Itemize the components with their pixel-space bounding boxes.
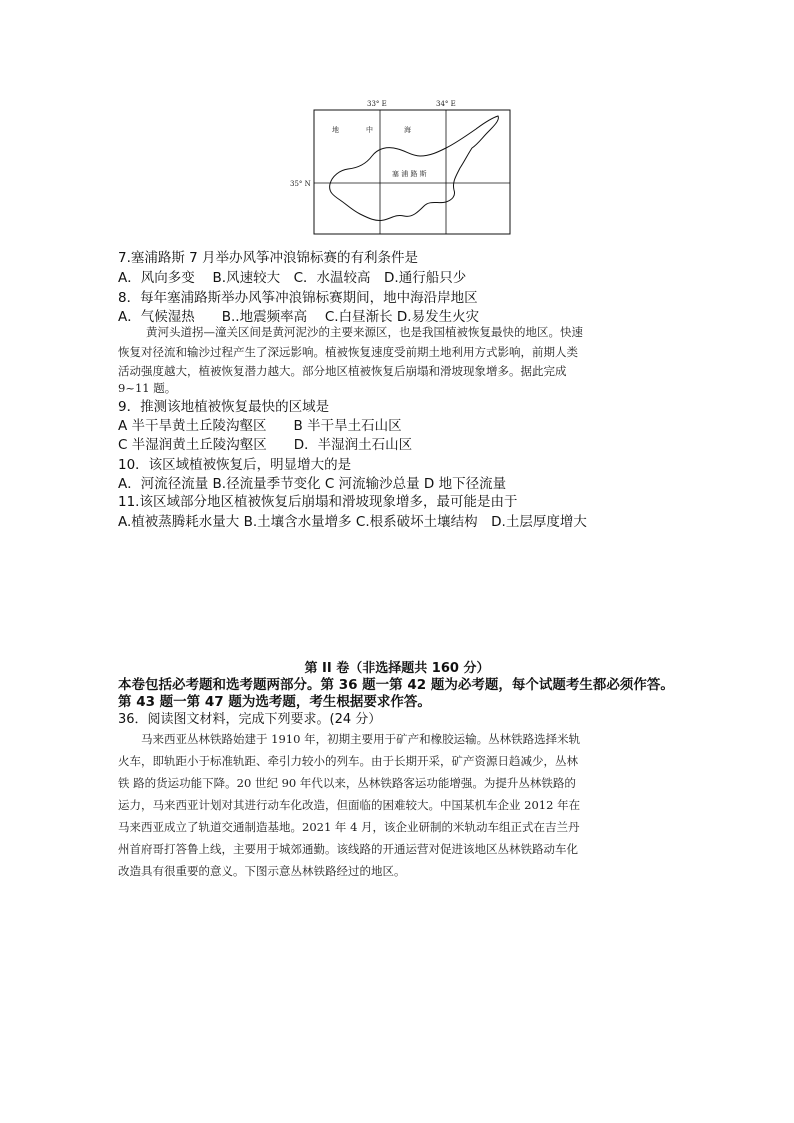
q9-options-cd: C 半湿润黄土丘陵沟壑区 D．半湿润土石山区: [118, 437, 413, 453]
q9-options-ab: A 半干旱黄土丘陵沟壑区 B 半干旱土石山区: [118, 418, 402, 434]
passage1-line-3: 活动强度越大，植被恢复潜力越大。部分地区植被恢复后崩塌和滑坡现象增多。据此完成: [118, 364, 567, 378]
q11-options: A.植被蒸腾耗水量大 B.土壤含水量增多 C.根系破坏土壤结构 D.土层厚度增大: [118, 514, 587, 530]
q36-passage-line-1: 马来西亚丛林铁路始建于 1910 年，初期主要用于矿产和橡胶运输。丛林铁路选择米轨: [118, 732, 581, 746]
passage1-line-1: 黄河头道拐—潼关区间是黄河泥沙的主要来源区，也是我国植被恢复最快的地区。快速: [146, 325, 583, 339]
cyprus-map-drawing: [288, 96, 518, 236]
q36-passage-line-5: 马来西亚成立了轨道交通制造基地。2021 年 4 月，该企业研制的米轨动车组正式在吉兰丹: [118, 820, 580, 834]
q8-stem: 8．每年塞浦路斯举办风筝冲浪锦标赛期间，地中海沿岸地区: [118, 290, 478, 306]
q36-passage-line-6: 州首府哥打答鲁上线，主要用于城郊通勤。该线路的开通运营对促进该地区丛林铁路动车化: [118, 842, 578, 856]
label-33e: 33° E: [367, 100, 387, 108]
passage1-line-4: 9~11 题。: [118, 381, 177, 395]
sea-label-3: 海: [404, 126, 411, 134]
q36-passage-line-3: 铁 路的货运功能下降。20 世纪 90 年代以来，丛林铁路客运功能增强。为提升丛林铁路的: [118, 776, 576, 790]
q11-stem: 11.该区域部分地区植被恢复后崩塌和滑坡现象增多，最可能是由于: [118, 494, 518, 510]
q10-stem: 10．该区域植被恢复后，明显增大的是: [118, 457, 352, 473]
q9-stem: 9．推测该地植被恢复最快的区域是: [118, 399, 330, 415]
passage1-line-2: 恢复对径流和输沙过程产生了深远影响。植被恢复速度受前期土地利用方式影响，前期人类: [118, 345, 578, 359]
section2-instructions-2: 第 43 题一第 47 题为选考题，考生根据要求作答。: [118, 694, 431, 710]
q10-options: A．河流径流量 B.径流量季节变化 C 河流输沙总量 D 地下径流量: [118, 476, 507, 492]
section2-title: 第 II 卷（非选择题共 160 分）: [304, 661, 490, 676]
q36-passage-line-4: 运力，马来西亚计划对其进行动车化改造，但面临的困难较大。中国某机车企业 2012 年在: [118, 798, 581, 812]
island-label: 塞 浦 路 斯: [392, 170, 427, 178]
section2-instructions-1: 本卷包括必考题和选考题两部分。第 36 题一第 42 题为必考题，每个试题考生都必须作答。: [118, 677, 674, 693]
q7-options: A．风向多变 B.风速较大 C．水温较高 D.通行船只少: [118, 270, 467, 286]
q36-passage-line-2: 火车，即轨距小于标准轨距、牵引力较小的列车。由于长期开采，矿产资源日趋减少，丛林: [118, 754, 578, 768]
q8-options: A．气候湿热 B..地震频率高 C.白昼渐长 D.易发生火灾: [118, 309, 480, 325]
label-34e: 34° E: [436, 100, 456, 108]
q7-stem: 7.塞浦路斯 7 月举办风筝冲浪锦标赛的有利条件是: [118, 250, 419, 266]
q36-passage-line-7: 改造具有很重要的意义。下图示意丛林铁路经过的地区。: [118, 864, 406, 878]
q36-stem: 36．阅读图文材料，完成下列要求。(24 分）: [118, 712, 382, 727]
label-35n: 35° N: [290, 180, 311, 188]
cyprus-map: [288, 96, 518, 236]
sea-label-2: 中: [366, 126, 373, 134]
sea-label-1: 地: [332, 126, 339, 134]
cyprus-coastline: [330, 116, 499, 221]
